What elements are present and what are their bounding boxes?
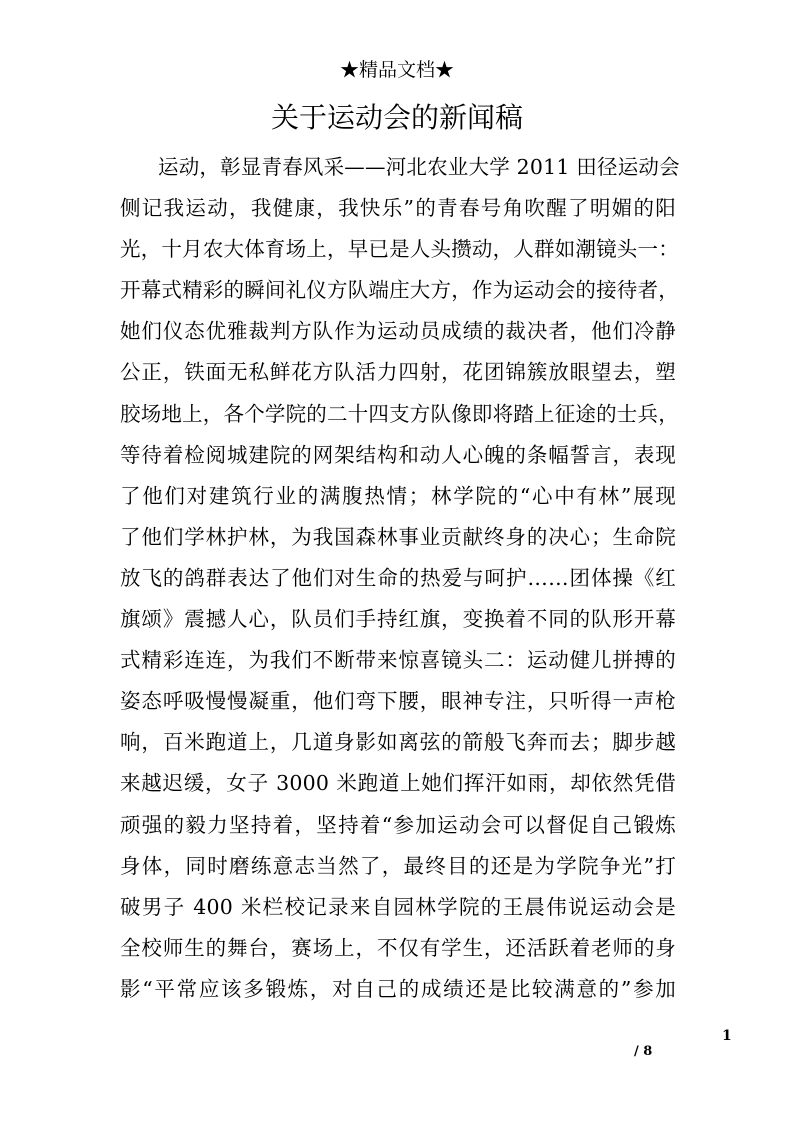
body-line: 了他们学林护林，为我国森林事业贡献终身的决心；生命院 [120,524,676,549]
body-line: 影“平常应该多锻炼，对自己的成绩还是比较满意的”参加 [120,976,676,1001]
body-line: 来越迟缓，女子 3000 米跑道上她们挥汗如雨，却依然凭借 [120,771,676,796]
body-line: 运动，彰显青春风采——河北农业大学 2011 田径运动会 [158,155,680,179]
body-line: 侧记我运动，我健康，我快乐”的青春号角吹醒了明媚的阳 [120,196,676,221]
body-line: 式精彩连连，为我们不断带来惊喜镜头二：运动健儿拼搏的 [120,648,676,673]
body-line: 顽强的毅力坚持着，坚持着“参加运动会可以督促自己锻炼 [120,812,676,837]
page-number: 1 [722,1028,732,1044]
body-line: 等待着检阅城建院的网架结构和动人心魄的条幅誓言，表现 [120,442,676,467]
body-line: 姿态呼吸慢慢凝重，他们弯下腰，眼神专注，只听得一声枪 [120,689,676,714]
body-line: 旗颂》震撼人心，队员们手持红旗，变换着不同的队形开幕 [120,607,676,632]
body-line: 光，十月农大体育场上，早已是人头攒动，人群如潮镜头一： [120,237,679,262]
document-header-label: ★精品文档★ [339,59,454,81]
body-line: 破男子 400 米栏校记录来自园林学院的王晨伟说运动会是 [120,894,676,919]
body-line: 放飞的鸽群表达了他们对生命的热爱与呵护……团体操《红 [120,565,676,590]
body-line: 开幕式精彩的瞬间礼仪方队端庄大方，作为运动会的接待者， [120,278,679,303]
document-body [120,147,680,1010]
page-total: / 8 [634,1044,653,1059]
body-line: 她们仪态优雅裁判方队作为运动员成绩的裁决者，他们冷静 [120,319,676,344]
body-line: 响，百米跑道上，几道身影如离弦的箭般飞奔而去；脚步越 [120,730,676,755]
body-line: 全校师生的舞台，赛场上，不仅有学生，还活跃着老师的身 [120,935,676,960]
body-line: 公正，铁面无私鲜花方队活力四射，花团锦簇放眼望去，塑 [120,360,676,385]
body-line: 身体，同时磨练意志当然了，最终目的还是为学院争光”打 [120,853,676,878]
body-line: 胶场地上，各个学院的二十四支方队像即将踏上征途的士兵， [120,401,679,426]
body-line: 了他们对建筑行业的满腹热情；林学院的“心中有林”展现 [120,483,676,508]
document-title: 关于运动会的新闻稿 [270,101,523,134]
